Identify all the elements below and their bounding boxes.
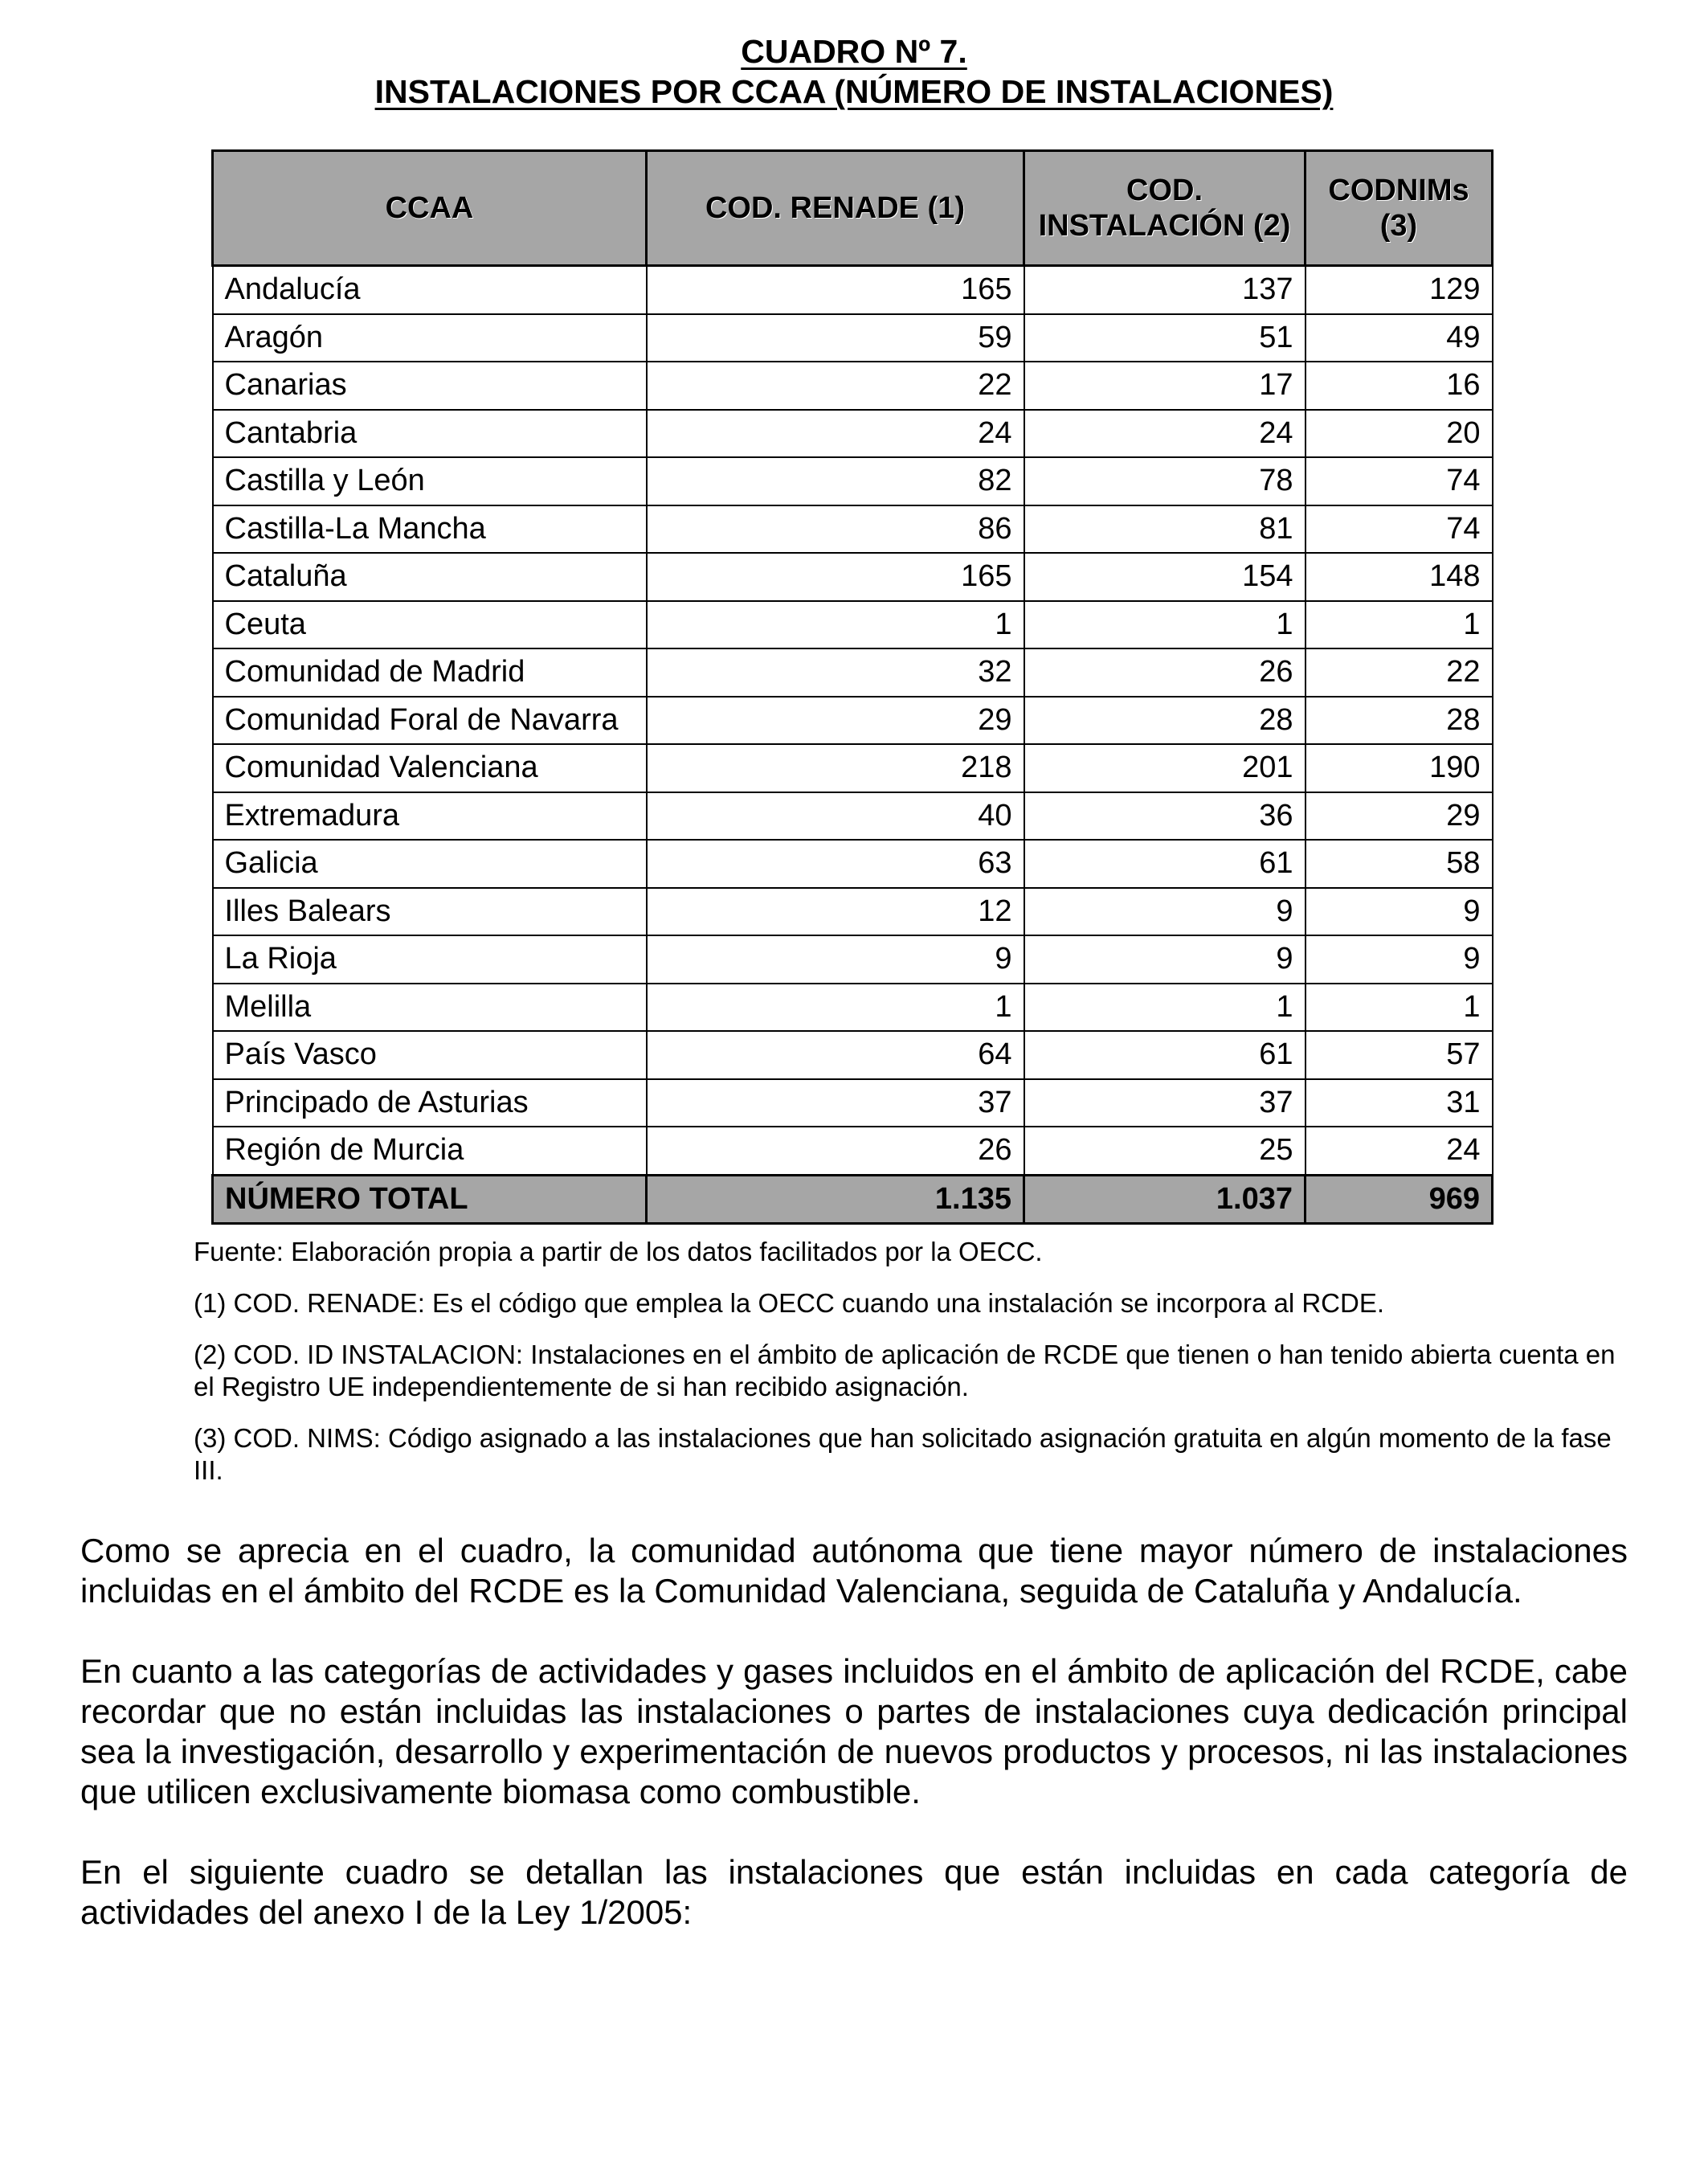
cell-cod-renade: 82 [647, 457, 1024, 505]
cell-codnims: 49 [1306, 314, 1493, 362]
cell-codnims: 74 [1306, 457, 1493, 505]
cell-cod-instalacion: 28 [1024, 697, 1306, 745]
table-row [213, 744, 1493, 792]
cell-cod-instalacion: 61 [1024, 1031, 1306, 1079]
cell-ccaa: La Rioja [213, 935, 647, 984]
installations-table [211, 149, 1493, 1225]
cell-cod-instalacion: 1 [1024, 984, 1306, 1032]
total-label: NÚMERO TOTAL [213, 1175, 647, 1224]
cell-cod-instalacion: 78 [1024, 457, 1306, 505]
table-header-row [213, 151, 1493, 266]
cell-cod-renade: 37 [647, 1079, 1024, 1127]
cell-ccaa: Comunidad de Madrid [213, 648, 647, 697]
cell-ccaa: Ceuta [213, 601, 647, 649]
cell-cod-instalacion: 9 [1024, 888, 1306, 936]
cell-cod-renade: 9 [647, 935, 1024, 984]
cell-cod-instalacion: 51 [1024, 314, 1306, 362]
cell-codnims: 129 [1306, 266, 1493, 314]
cell-cod-instalacion: 9 [1024, 935, 1306, 984]
cell-cod-renade: 24 [647, 410, 1024, 458]
cell-cod-renade: 32 [647, 648, 1024, 697]
cell-ccaa: Principado de Asturias [213, 1079, 647, 1127]
cell-ccaa: Cantabria [213, 410, 647, 458]
header-codnims: CODNIMs (3) [1306, 151, 1493, 266]
header-cod-instalacion: COD. INSTALACIÓN (2) [1024, 151, 1306, 266]
table-row [213, 840, 1493, 888]
table-row [213, 648, 1493, 697]
table-body [213, 266, 1493, 1224]
cell-codnims: 24 [1306, 1127, 1493, 1175]
table-row [213, 1127, 1493, 1175]
table-row [213, 314, 1493, 362]
table-row [213, 601, 1493, 649]
footnote-3: (3) COD. NIMS: Código asignado a las instalaciones que han solicitado asignación gratuita en algún momento de la fase III. [194, 1423, 1612, 1485]
paragraph-2: En cuanto a las categorías de actividades y gases incluidos en el ámbito de aplicación del RCDE, cabe recordar que no están incluidas las instalaciones o partes de instalaciones cuya dedicación principal sea la investigación, desarrollo y experimentación de nuevos productos y procesos, ni las instalaciones que utilicen exclusivamente biomasa como combustible. [80, 1652, 1628, 1810]
cell-cod-instalacion: 201 [1024, 744, 1306, 792]
cell-cod-instalacion: 61 [1024, 840, 1306, 888]
cell-ccaa: Melilla [213, 984, 647, 1032]
table-row [213, 505, 1493, 554]
cell-cod-instalacion: 36 [1024, 792, 1306, 841]
cell-cod-renade: 26 [647, 1127, 1024, 1175]
total-row [213, 1175, 1493, 1224]
cell-codnims: 29 [1306, 792, 1493, 841]
cell-codnims: 20 [1306, 410, 1493, 458]
source-note: Fuente: Elaboración propia a partir de los datos facilitados por la OECC. [194, 1237, 1043, 1266]
cell-cod-renade: 1 [647, 601, 1024, 649]
header-ccaa: CCAA [213, 151, 647, 266]
cell-ccaa: Castilla-La Mancha [213, 505, 647, 554]
total-instalacion: 1.037 [1024, 1175, 1306, 1224]
table-row [213, 410, 1493, 458]
table-row [213, 792, 1493, 841]
cell-cod-renade: 64 [647, 1031, 1024, 1079]
cell-cod-instalacion: 25 [1024, 1127, 1306, 1175]
cell-codnims: 9 [1306, 888, 1493, 936]
cell-cod-renade: 40 [647, 792, 1024, 841]
cell-codnims: 31 [1306, 1079, 1493, 1127]
table-row [213, 888, 1493, 936]
cell-cod-renade: 12 [647, 888, 1024, 936]
cell-cod-renade: 165 [647, 266, 1024, 314]
cell-ccaa: Aragón [213, 314, 647, 362]
table-row [213, 1031, 1493, 1079]
cell-ccaa: Canarias [213, 362, 647, 410]
table-caption-title: INSTALACIONES POR CCAA (NÚMERO DE INSTALACIONES) [374, 73, 1334, 110]
cell-cod-instalacion: 17 [1024, 362, 1306, 410]
cell-ccaa: Andalucía [213, 266, 647, 314]
cell-cod-renade: 29 [647, 697, 1024, 745]
cell-ccaa: Extremadura [213, 792, 647, 841]
paragraph-1: Como se aprecia en el cuadro, la comunidad autónoma que tiene mayor número de instalaciones incluidas en el ámbito del RCDE es la Comunidad Valenciana, seguida de Cataluña y Andalucía. [80, 1532, 1628, 1610]
cell-codnims: 22 [1306, 648, 1493, 697]
cell-cod-renade: 165 [647, 553, 1024, 601]
table-row [213, 553, 1493, 601]
cell-cod-instalacion: 24 [1024, 410, 1306, 458]
cell-codnims: 1 [1306, 984, 1493, 1032]
total-renade: 1.135 [647, 1175, 1024, 1224]
cell-ccaa: Región de Murcia [213, 1127, 647, 1175]
cell-codnims: 190 [1306, 744, 1493, 792]
cell-codnims: 1 [1306, 601, 1493, 649]
cell-ccaa: Galicia [213, 840, 647, 888]
table-row [213, 457, 1493, 505]
footnote-2: (2) COD. ID INSTALACION: Instalaciones en el ámbito de aplicación de RCDE que tienen o han tenido abierta cuenta en el Registro UE independientemente de si han recibido asignación. [194, 1340, 1616, 1401]
cell-cod-instalacion: 154 [1024, 553, 1306, 601]
cell-codnims: 74 [1306, 505, 1493, 554]
cell-codnims: 28 [1306, 697, 1493, 745]
cell-ccaa: Illes Balears [213, 888, 647, 936]
cell-ccaa: Comunidad Foral de Navarra [213, 697, 647, 745]
cell-ccaa: Castilla y León [213, 457, 647, 505]
table-row [213, 697, 1493, 745]
cell-ccaa: País Vasco [213, 1031, 647, 1079]
cell-codnims: 57 [1306, 1031, 1493, 1079]
cell-cod-renade: 218 [647, 744, 1024, 792]
cell-cod-instalacion: 81 [1024, 505, 1306, 554]
cell-cod-renade: 86 [647, 505, 1024, 554]
cell-cod-renade: 63 [647, 840, 1024, 888]
cell-codnims: 58 [1306, 840, 1493, 888]
body-text [80, 1531, 1628, 1973]
table-row [213, 935, 1493, 984]
cell-codnims: 16 [1306, 362, 1493, 410]
table-number-title: CUADRO Nº 7. [741, 33, 967, 70]
footnote-1: (1) COD. RENADE: Es el código que emplea la OECC cuando una instalación se incorpora al RCDE. [194, 1288, 1385, 1318]
cell-ccaa: Comunidad Valenciana [213, 744, 647, 792]
cell-cod-instalacion: 1 [1024, 601, 1306, 649]
paragraph-3: En el siguiente cuadro se detallan las instalaciones que están incluidas en cada categoría de actividades del anexo I de la Ley 1/2005: [80, 1853, 1628, 1931]
cell-cod-instalacion: 137 [1024, 266, 1306, 314]
cell-cod-renade: 59 [647, 314, 1024, 362]
table-row [213, 266, 1493, 314]
total-codnims: 969 [1306, 1175, 1493, 1224]
cell-codnims: 148 [1306, 553, 1493, 601]
header-cod-renade: COD. RENADE (1) [647, 151, 1024, 266]
cell-cod-renade: 22 [647, 362, 1024, 410]
table-row [213, 1079, 1493, 1127]
cell-cod-instalacion: 37 [1024, 1079, 1306, 1127]
table-row [213, 984, 1493, 1032]
cell-codnims: 9 [1306, 935, 1493, 984]
cell-cod-renade: 1 [647, 984, 1024, 1032]
cell-ccaa: Cataluña [213, 553, 647, 601]
table-row [213, 362, 1493, 410]
cell-cod-instalacion: 26 [1024, 648, 1306, 697]
table-notes [194, 1236, 1624, 1506]
